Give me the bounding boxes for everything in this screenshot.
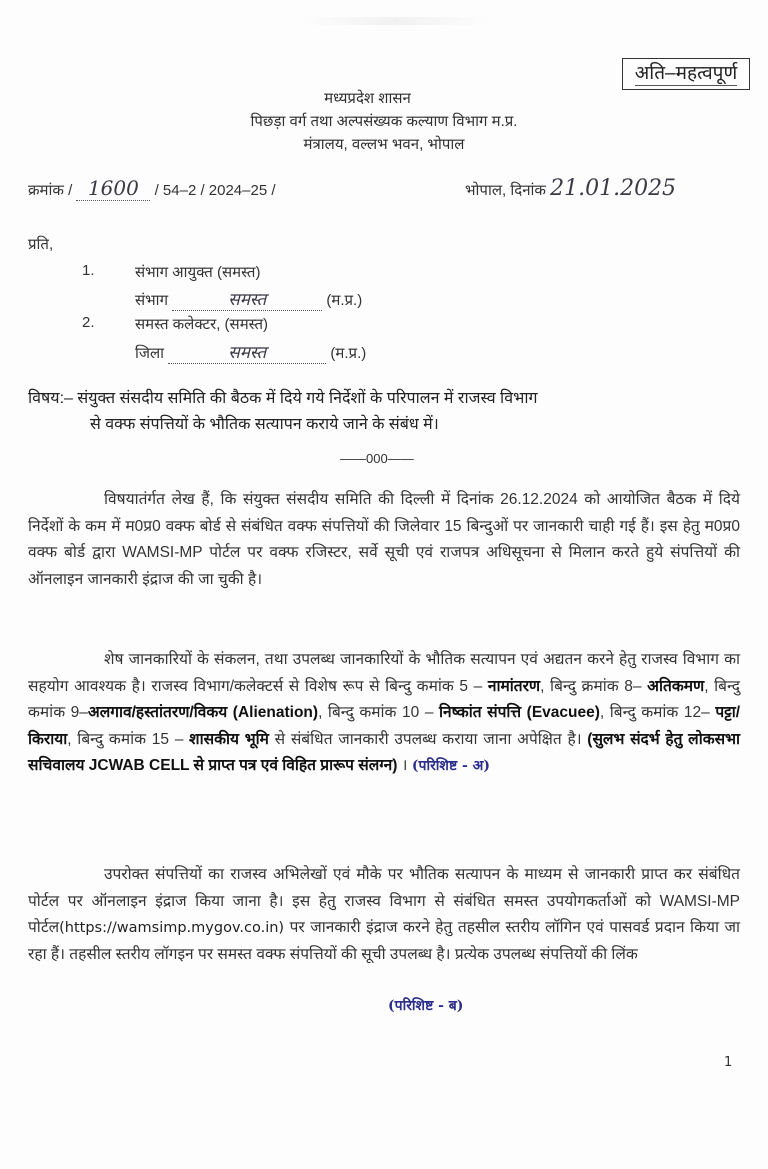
place-date [465, 176, 680, 201]
reference-note: (सुलभ संदर्भ हेतु लोकसभा सचिवालय JCWAB CELL से प्राप्त पत्र एवं विहित प्रारूप संलग्न) [28, 730, 740, 775]
addressee-title-1: संभाग आयुक्त (समस्त) [135, 264, 261, 281]
paragraph-2-text: , बिन्दु कमांक 12– [599, 704, 716, 722]
paragraph-3-text: उपरोक्त संपत्तियों का राजस्व अभिलेखों एवं मौके पर भौतिक सत्यापन के माध्यम से जानकारी प्राप्त कर संबंधित पोर्टल पर ऑनलाइन इंद्राज किया जाना है। इस हेतु राजस्व विभाग से संबंधित समस्त उपयोगकर्ताओं को WAMSI-MP पोर्टल [28, 866, 740, 937]
item-evacuee: निष्कांत संपत्ति (Evacuee) [439, 704, 600, 722]
addressee-field-suffix-1: (म.प्र.) [326, 292, 363, 309]
paragraph-1 [28, 487, 740, 593]
paragraph-2-text: , बिन्दु कमांक 15 – [67, 730, 190, 748]
paragraph-2-text: , बिन्दु क्रमांक 8– [540, 677, 648, 695]
date-handwritten: 21.01.2025 [550, 176, 677, 201]
addressee-field-label-2: जिला [135, 345, 165, 362]
paragraph-2-text: शेष जानकारियों के संकलन, तथा उपलब्ध जानकारियों के भौतिक सत्यापन एवं अद्यतन करने हेतु राजस्व विभाग का सहयोग आवश्यक है। राजस्व विभाग/कलेक्टर्स से विशेष रूप से बिन्दु कमांक 5 – [28, 651, 740, 695]
subject-text-1: संयुक्त संसदीय समिति की बैठक में दिये गये निर्देशों के परिपालन में राजस्व विभाग [77, 390, 538, 407]
paragraph-3-text: पर जानकारी इंद्राज करने हेतु तहसील स्तरीय लॉगिन एवं पासवर्ड प्रदान किया जा रहा हैं। तहसील स्तरीय लॉगइन पर समस्त वक्फ संपत्तियों की सूची उपलब्ध है। प्रत्येक उपलब्ध संपत्तियों की लिंक [28, 919, 740, 963]
addressee-field-value-1 [172, 287, 322, 311]
priority-stamp [622, 58, 750, 90]
addressee-field-1 [135, 287, 362, 311]
reference-number [28, 176, 276, 201]
paragraph-1-text: विषयातंर्गत लेख हैं, कि संयुक्त संसदीय समिति की दिल्ली में दिनांक 26.12.2024 को आयोजित बैठक में दिये निर्देशों के कम में म0प्र0 वक्फ बोर्ड से संबंधित वक्फ संपत्तियों की जिलेवार 15 बिन्दुओं पर जानकारी चाही गई हैं। इस हेतु म0प्र0 वक्फ बोर्ड द्वारा WAMSI-MP पोर्टल पर वक्फ रजिस्टर, सर्वे सूची एवं राजपत्र अधिसूचना से मिलान करते हुये संपत्तियों की ऑनलाइन जानकारी इंद्राज की जा चुकी है। [28, 491, 740, 588]
addressee-field-value-2 [168, 340, 326, 364]
place-date-label: भोपाल, दिनांक [465, 182, 546, 199]
item-mutation: नामांतरण [487, 677, 541, 695]
reference-prefix: क्रमांक / [28, 182, 73, 199]
priority-stamp-text: अति–महत्वपूर्ण [634, 62, 738, 84]
page-number: 1 [724, 1055, 733, 1070]
addressee-handwritten-1: समस्त [228, 290, 267, 310]
addressee-title-2: समस्त कलेक्टर, (समस्त) [135, 316, 269, 333]
header-address: मंत्रालय, वल्लभ भवन, भोपाल [303, 136, 465, 153]
paragraph-2-text: से संबंधित जानकारी उपलब्ध कराया जाना अपेक्षित है। [268, 730, 588, 748]
header-government: मध्यप्रदेश शासन [324, 90, 411, 107]
addressee-handwritten-2: समस्त [228, 343, 267, 363]
header-department: पिछड़ा वर्ग तथा अल्पसंख्यक कल्याण विभाग म.प्र. [250, 113, 518, 130]
item-government-land: शासकीय भूमि [189, 730, 269, 748]
addressee-field-suffix-2: (म.प्र.) [330, 345, 367, 362]
addressee-field-label-1: संभाग [135, 292, 169, 309]
portal-url-link[interactable]: (https://wamsimp.mygov.co.in) [59, 920, 285, 937]
separator: ——000—— [340, 451, 414, 466]
reference-number-field [76, 176, 150, 201]
annexure-a-mark: (परिशिष्ट - अ) [411, 758, 491, 775]
paragraph-2-text: । [397, 757, 412, 775]
paragraph-2 [28, 647, 740, 780]
subject-line-2: से वक्फ संपत्तियों के भौतिक सत्यापन कराये जाने के संबंध में। [90, 416, 439, 433]
annexure-b-mark: (परिशिष्ट - ब) [388, 998, 464, 1014]
subject [28, 386, 748, 438]
item-alienation: अलगाव/हस्तांतरण/विकय (Alienation) [87, 704, 319, 722]
item-encroachment: अतिकमण [647, 677, 705, 695]
addressee-field-2 [135, 340, 366, 364]
date-field [550, 176, 680, 201]
reference-suffix: / 54–2 / 2024–25 / [154, 182, 276, 199]
item-lease: पट्टा/किराया [28, 704, 741, 748]
faint-scan-mark [300, 17, 490, 25]
salutation: प्रति, [28, 236, 54, 253]
paragraph-2-text: , बिन्दु कमांक 9– [28, 677, 741, 722]
paragraph-3 [28, 862, 740, 968]
paragraph-2-text: , बिन्दु कमांक 10 – [318, 704, 440, 722]
subject-label: विषय:– [28, 390, 73, 407]
reference-number-handwritten: 1600 [87, 176, 139, 200]
addressee-number-2: 2. [82, 314, 95, 331]
subject-line-1 [28, 386, 748, 412]
addressee-number-1: 1. [82, 262, 95, 279]
